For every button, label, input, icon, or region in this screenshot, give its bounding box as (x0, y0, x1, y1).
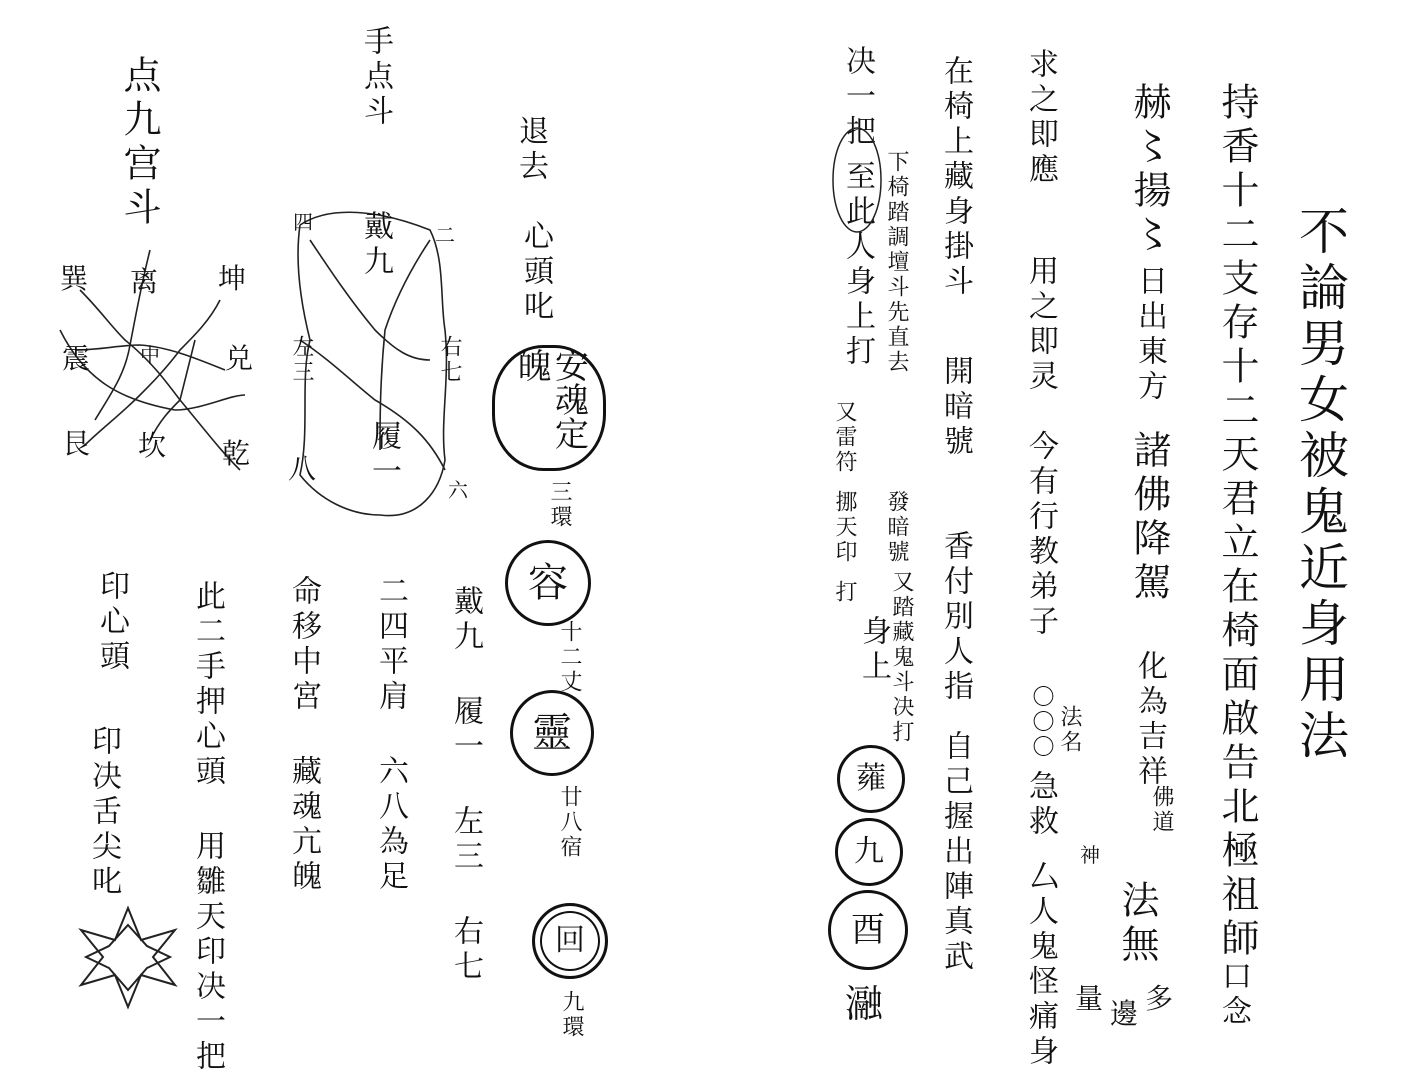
dipper-lu-yi: 履一 (366, 420, 401, 490)
text-col-6a: 决一把 (840, 45, 875, 150)
text-col-2c: 諸佛降駕 (1127, 430, 1171, 606)
text-dai-jiu-line: 戴九 履一 左三 右七 (448, 585, 483, 985)
text-col-6b: 至此人身上打 (840, 160, 875, 370)
palace-zhong: 中 (140, 343, 160, 367)
palace-li: 离 (130, 265, 159, 298)
text-col-4a: 在椅上藏身掛斗 (938, 55, 973, 300)
text-col-4d: 自己握出陣真武 (938, 730, 973, 975)
text-col-2f: 法無 (1115, 880, 1159, 968)
nine-palace-heading: 点九宫斗 (117, 55, 161, 231)
palace-gen: 艮 (62, 427, 91, 460)
text-col-2j: 量 (1075, 982, 1104, 1015)
ring-nine-note: 九環 (559, 990, 584, 1040)
soul-seal: 安魂定魄 (492, 345, 606, 471)
text-col-3e: 急救 (1023, 770, 1058, 840)
palace-kun: 坤 (218, 262, 247, 295)
text-col-2e: 佛道 (1149, 785, 1174, 835)
text-col-5-note-3: 又踏藏鬼斗决打 (889, 570, 914, 745)
hui-seal: 回 (532, 903, 608, 979)
seal-1: 蕹 (837, 745, 905, 813)
star-drawing (0, 0, 700, 1080)
right-page (700, 0, 1403, 1080)
dipper-eight: 八 (288, 452, 317, 485)
dipper-four: 四 (293, 210, 313, 234)
palace-xun: 巽 (60, 262, 89, 295)
text-col-1-end: 口念 (1216, 960, 1251, 1030)
text-col-6d: 挪天印 (832, 490, 857, 565)
text-col-6e: 打 (832, 580, 857, 605)
seal-2: 九 (835, 818, 903, 886)
dipper-you-qi: 右七 (437, 335, 462, 385)
text-col-2b: 日出東方 (1132, 265, 1167, 405)
dipper-zuo-san: 左三 (289, 335, 314, 385)
retreat-text: 退去 (513, 115, 548, 185)
text-col-3f: 厶人鬼怪痛身 (1023, 860, 1058, 1070)
text-col-5-note-1: 下椅踏調壇斗先直去 (884, 150, 909, 375)
text-ming-yi-line: 命移中宮 藏魂亢魄 (286, 575, 321, 895)
text-yin-xin-tou: 印心頭 (94, 570, 129, 675)
text-col-3b: 用之即灵 (1023, 255, 1058, 395)
hand-dipper-heading: 手点斗 (358, 25, 393, 130)
seal-4: 瀜 (845, 982, 884, 1026)
text-col-6f: 身上 (856, 615, 891, 685)
twenty-eight-note: 廿八宿 (557, 785, 582, 860)
text-col-4b: 開暗號 (938, 355, 973, 460)
left-page (0, 0, 700, 1080)
palace-qian: 乾 (222, 437, 251, 470)
text-col-2h: 神 (1080, 843, 1100, 867)
palace-dui: 兑 (225, 342, 254, 375)
seal-3: 酉 (828, 890, 908, 970)
text-col-2a: 赫〻揚〻 (1127, 82, 1171, 258)
twelve-zhang-note: 十二丈 (557, 620, 582, 695)
palace-kan: 坎 (138, 429, 167, 462)
palace-zhen: 震 (62, 342, 91, 375)
text-col-1: 持香十二支存十二天君立在椅面啟告北極祖師 (1215, 82, 1259, 962)
page-title: 不論男女被鬼近身用法 (1291, 205, 1349, 765)
heart-head-text: 心頭叱 (518, 220, 553, 325)
text-col-2d: 化為吉祥 (1132, 650, 1167, 790)
text-col-3-note: 法名 (1057, 705, 1082, 755)
text-col-4c: 香付別人指 (938, 530, 973, 705)
ring-three-note: 三環 (547, 480, 572, 530)
text-col-5-note-2: 發暗號 (884, 490, 909, 565)
ling-seal: 靈 (510, 690, 594, 776)
dipper-dai-jiu: 戴九 (358, 210, 393, 280)
text-ci-er-shou-line: 此二手押心頭 用雛天印决一把 (190, 580, 225, 1075)
text-col-3c: 今有行教弟子 (1023, 430, 1058, 640)
text-col-2i: 邊 (1110, 997, 1139, 1030)
text-col-6c: 又雷符 (832, 400, 857, 475)
text-col-2g: 多 (1145, 982, 1174, 1015)
text-col-3a: 求之即應 (1023, 48, 1058, 188)
circle-mark-1 (700, 0, 1403, 1080)
text-er-si-line: 二四平肩 六八為足 (373, 575, 408, 895)
dipper-six: 六 (448, 478, 468, 502)
dipper-two: 二 (435, 223, 455, 247)
text-yin-jue: 印决舌尖叱 (86, 725, 121, 900)
rong-seal: 容 (505, 540, 591, 626)
text-col-3d: 〇〇〇 (1029, 685, 1054, 760)
